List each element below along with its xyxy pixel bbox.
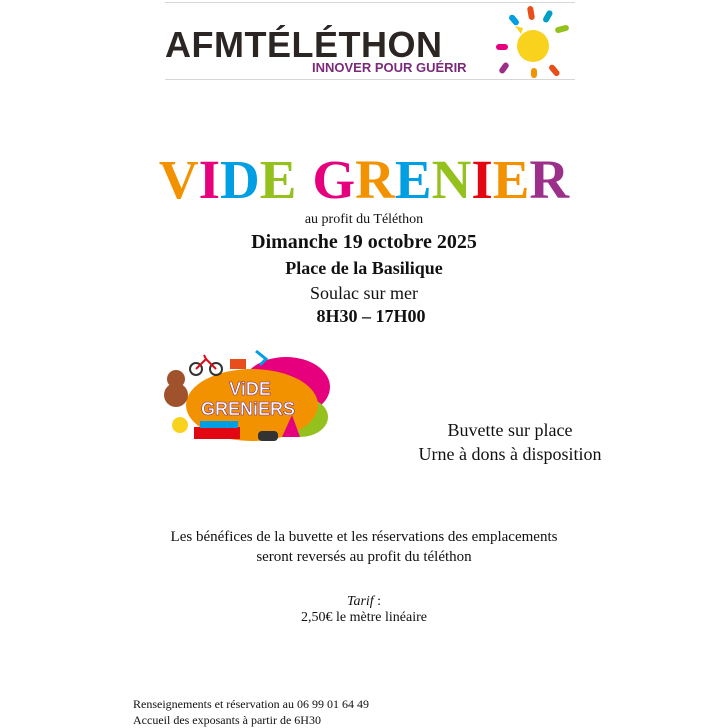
vide-greniers-illustration <box>160 345 340 457</box>
title-letter: R <box>355 149 395 210</box>
event-hours: 8H30 – 17H00 <box>316 306 426 326</box>
title-letter: I <box>198 149 220 210</box>
buvette-line: Buvette sur place <box>447 420 573 440</box>
radio-icon <box>230 359 246 369</box>
title-letter: I <box>471 149 493 210</box>
contact-phone-line: Renseignements et réservation au 06 99 01 64 49 <box>133 697 369 711</box>
afm-telethon-banner <box>165 2 575 82</box>
telethon-sun-icon <box>495 4 575 80</box>
tarif-label-colon: : <box>373 594 382 609</box>
tarif-value: 2,50€ le mètre linéaire <box>301 610 427 625</box>
illustration-text-greniers: GRENiERS <box>200 399 296 419</box>
gamepad-icon <box>258 431 278 441</box>
afm-telethon-logo-text: AFMTÉLÉTHON <box>165 24 443 65</box>
title-letter: E <box>259 149 297 210</box>
tarif-label-text: Tarif <box>346 594 374 609</box>
illustration-text-vide: ViDE <box>229 379 271 399</box>
ball-icon <box>172 417 188 433</box>
banner-top-rule <box>165 2 575 3</box>
banner-bottom-rule <box>165 79 575 80</box>
title-letter: N <box>431 149 472 210</box>
title-letter: E <box>492 149 530 210</box>
event-subtitle: au profit du Téléthon <box>304 212 424 227</box>
event-date: Dimanche 19 octobre 2025 <box>251 231 477 253</box>
donation-urn-line: Urne à dons à disposition <box>418 444 602 464</box>
exhibitor-welcome-line: Accueil des exposants à partir de 6H30 <box>133 713 321 727</box>
title-letter: G <box>312 149 356 210</box>
books-icon <box>194 427 240 439</box>
title-letter: D <box>219 149 260 210</box>
services-block <box>390 418 630 466</box>
logo-tagline: INNOVER POUR GUÉRIR <box>312 60 467 75</box>
event-city: Soulac sur mer <box>310 283 418 303</box>
title-letter: R <box>529 149 570 210</box>
benefits-line-2: seront reversés au profit du téléthon <box>256 549 472 565</box>
title-letter: V <box>158 149 199 210</box>
vide-grenier-title <box>0 150 728 210</box>
contact-block <box>133 696 369 728</box>
tarif-label <box>0 594 728 610</box>
benefits-line-1: Les bénéfices de la buvette et les réservations des emplacements <box>170 529 558 545</box>
title-letter: E <box>394 149 432 210</box>
benefits-block <box>0 527 728 567</box>
event-place: Place de la Basilique <box>285 258 443 278</box>
